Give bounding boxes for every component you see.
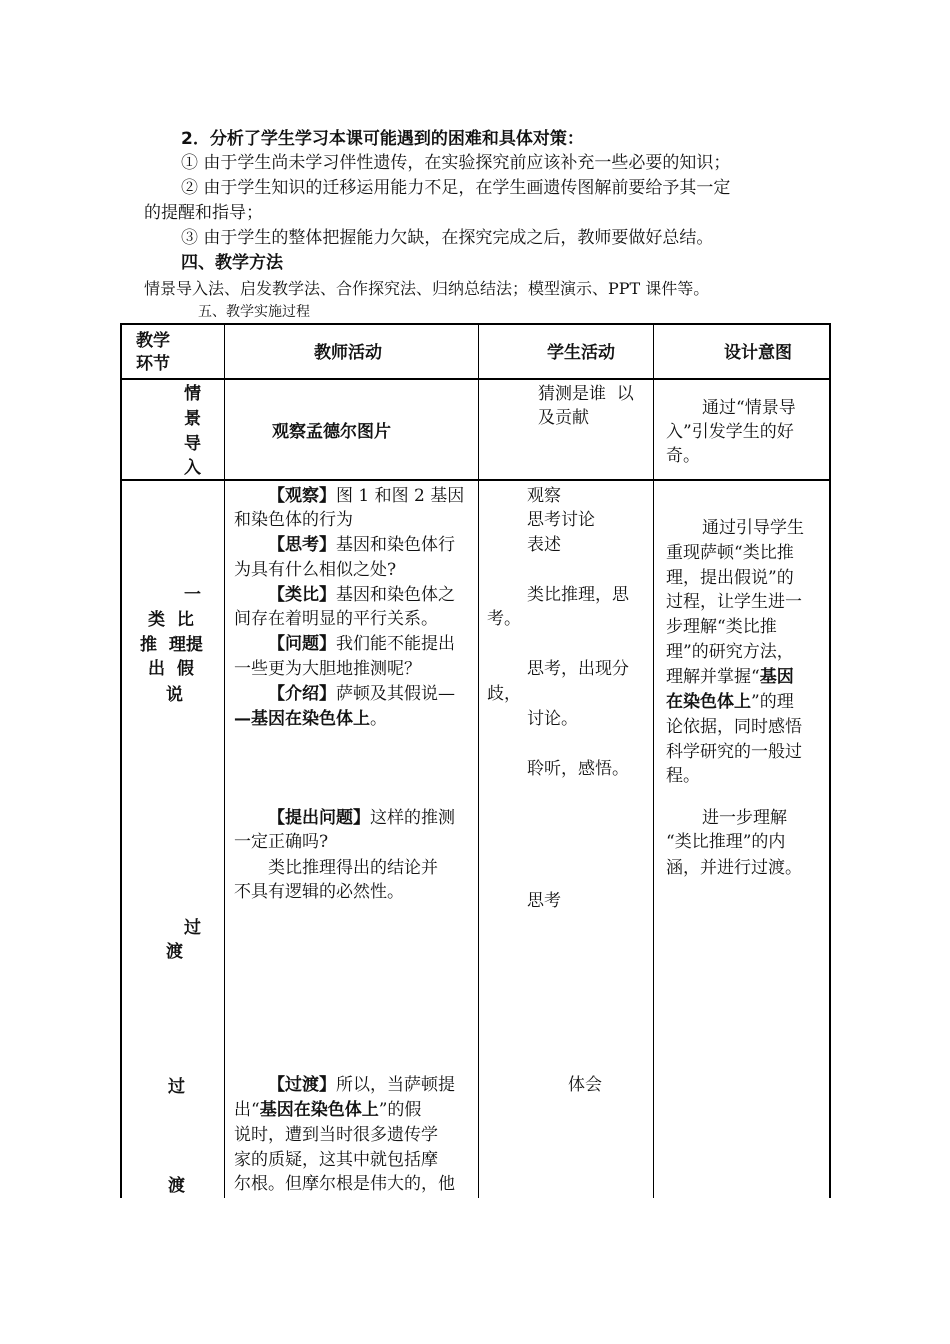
row2-stage-a4: 出 假 (148, 659, 194, 679)
design-line-8a: 在染色体上 (666, 692, 751, 712)
student-think-discuss: 思考讨论 (527, 510, 595, 530)
teacher-observe-tag: 【观察】 (268, 486, 336, 506)
row2-stage-a1: 一 (184, 585, 201, 605)
student-think: 思考 (527, 891, 561, 911)
difficulty-item-3: ③ 由于学生的整体把握能力欠缺，在探究完成之后，教师要做好总结。 (181, 228, 714, 248)
heading-difficulties: 2．分析了学生学习本课可能遇到的困难和具体对策： (181, 129, 584, 149)
section4-title: 四、教学方法 (181, 253, 283, 273)
header-student: 学生活动 (547, 343, 615, 363)
teacher-transition-line5: 尔根。但摩尔根是伟大的，他 (234, 1174, 455, 1194)
row2-stage-a5: 说 (166, 685, 183, 705)
teacher-raise-question-line2: 一定正确吗? (234, 832, 329, 852)
teacher-question-text: 我们能不能提出 (336, 634, 455, 654)
teacher-question (268, 632, 455, 657)
difficulty-item-2a: ② 由于学生知识的迁移运用能力不足，在学生画遗传图解前要给予其一定 (181, 178, 731, 198)
difficulty-item-1: ① 由于学生尚未学习伴性遗传，在实验探究前应该补充一些必要的知识； (181, 153, 731, 173)
design-line-10: 科学研究的一般过 (666, 742, 802, 762)
teacher-transition-line4: 家的质疑，这其中就包括摩 (234, 1150, 438, 1170)
section4-body: 情景导入法、启发教学法、合作探究法、归纳总结法；模型演示、PPT 课件等。 (144, 279, 710, 298)
row1-design-3: 奇。 (666, 446, 700, 466)
teacher-intro-end: 。 (370, 709, 387, 729)
teacher-transition-b1: 出“ (234, 1100, 260, 1120)
row2-stage-a2: 类 比 (148, 610, 194, 630)
teacher-transition-line3: 说时，遭到当时很多遗传学 (234, 1125, 438, 1145)
teacher-raise-question-tag: 【提出问题】 (268, 808, 370, 828)
design-line-7 (666, 665, 794, 690)
header-stage-1: 教学 (136, 331, 170, 351)
teacher-intro-text: 萨顿及其假说— (336, 684, 455, 704)
design-line-8b: ”的理 (751, 692, 794, 712)
row1-stage-2: 景 (184, 409, 201, 429)
row1-design-2: 入”引发学生的好 (666, 422, 794, 442)
design-line-13: “类比推理”的内 (666, 832, 786, 852)
teacher-intro-line2 (234, 707, 387, 732)
row1-teacher: 观察孟德尔图片 (272, 422, 391, 442)
teacher-analogy (268, 583, 455, 608)
student-discuss: 讨论。 (527, 709, 578, 729)
teacher-raise-question-text: 这样的推测 (370, 808, 455, 828)
student-listen: 聆听，感悟。 (527, 759, 629, 779)
teacher-conclusion-1: 类比推理得出的结论并 (268, 858, 438, 878)
teacher-question-line2: 一些更为大胆地推测呢？ (234, 659, 421, 679)
teacher-observe-line2: 和染色体的行为 (234, 510, 353, 530)
row2-stage-b2: 渡 (166, 942, 183, 962)
teacher-transition-b3: ”的假 (378, 1100, 422, 1120)
design-line-11: 程。 (666, 766, 700, 786)
student-analogy-2: 考。 (487, 609, 521, 629)
teacher-observe (268, 484, 464, 509)
student-diverge-1: 思考，出现分 (527, 659, 629, 679)
row1-stage-3: 导 (184, 434, 201, 454)
student-express: 表述 (527, 535, 561, 555)
design-line-9: 论依据，同时感悟 (666, 717, 802, 737)
teacher-think (268, 533, 455, 558)
teacher-raise-question (268, 806, 455, 831)
student-analogy-1: 类比推理，思 (527, 585, 629, 605)
teacher-conclusion-2: 不具有逻辑的必然性。 (234, 882, 404, 902)
row1-student-1: 猜测是谁 以 (538, 384, 634, 404)
row1-stage-4: 入 (184, 458, 201, 478)
design-line-6: 理”的研究方法， (666, 642, 794, 662)
row2-stage-c2: 渡 (168, 1176, 185, 1196)
teacher-transition-text: 所以，当萨顿提 (336, 1075, 455, 1095)
design-line-2: 重现萨顿“类比推 (666, 543, 794, 563)
teacher-think-text: 基因和染色体行 (336, 535, 455, 555)
difficulty-item-2b: 的提醒和指导； (144, 203, 263, 223)
teacher-transition-b2: 基因在染色体上 (259, 1100, 379, 1120)
teacher-analogy-line2: 间存在着明显的平行关系。 (234, 609, 438, 629)
row2-stage-b1: 过 (184, 918, 201, 938)
design-line-8 (666, 690, 794, 715)
teacher-intro-hypothesis: —基因在染色体上 (234, 709, 370, 729)
header-stage-2: 环节 (136, 354, 170, 374)
design-line-7a: 理解并掌握“ (666, 667, 760, 687)
section5-title: 五、教学实施过程 (198, 304, 310, 320)
student-observe: 观察 (527, 486, 561, 506)
header-teacher: 教师活动 (314, 343, 382, 363)
row1-student-2: 及贡献 (538, 408, 589, 428)
header-design: 设计意图 (724, 343, 792, 363)
teacher-observe-text: 图 1 和图 2 基因 (336, 486, 465, 506)
design-line-12: 进一步理解 (702, 808, 787, 828)
student-experience: 体会 (568, 1075, 602, 1095)
row1-design-1: 通过“情景导 (702, 398, 796, 418)
row2-stage-a3: 推 理提 (140, 635, 203, 655)
teacher-think-tag: 【思考】 (268, 535, 336, 555)
teacher-think-line2: 为具有什么相似之处? (234, 560, 397, 580)
teacher-transition (268, 1073, 455, 1098)
teacher-intro (268, 682, 455, 707)
row2-stage-c1: 过 (168, 1077, 185, 1097)
teacher-analogy-tag: 【类比】 (268, 585, 336, 605)
teacher-analogy-text: 基因和染色体之 (336, 585, 455, 605)
design-line-5: 步理解“类比推 (666, 617, 777, 637)
row1-stage-1: 情 (184, 384, 201, 404)
design-line-7b: 基因 (759, 667, 794, 687)
teacher-intro-tag: 【介绍】 (268, 684, 336, 704)
teacher-transition-line2 (234, 1098, 421, 1123)
design-line-14: 涵，并进行过渡。 (666, 858, 802, 878)
design-line-3: 理，提出假说”的 (666, 568, 794, 588)
design-line-4: 过程，让学生进一 (666, 592, 802, 612)
teacher-question-tag: 【问题】 (268, 634, 336, 654)
design-line-1: 通过引导学生 (702, 518, 804, 538)
teacher-transition-tag: 【过渡】 (268, 1075, 336, 1095)
student-diverge-2: 歧， (487, 684, 521, 704)
